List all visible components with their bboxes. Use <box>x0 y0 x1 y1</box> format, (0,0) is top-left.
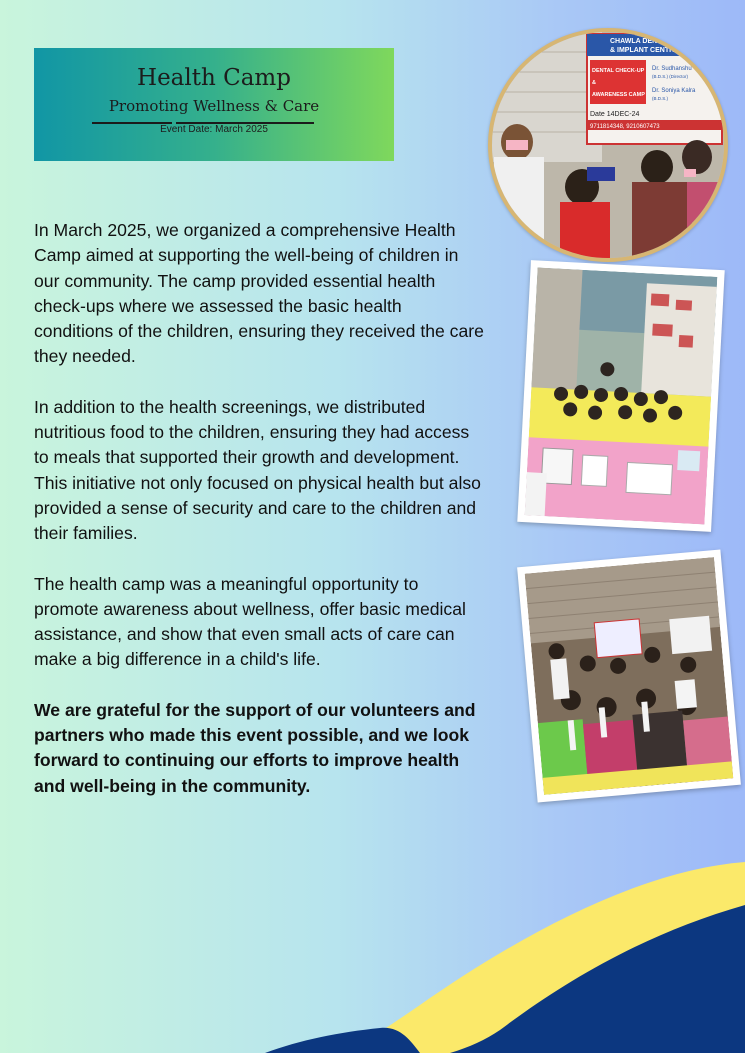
dental-checkup-image <box>492 32 724 258</box>
svg-text:DENTAL CHECK-UP: DENTAL CHECK-UP <box>592 68 645 74</box>
svg-text:&: & <box>592 80 596 86</box>
paragraph-intro: In March 2025, we organized a comprehensive Health Camp aimed at supporting the well-being of children in our community. The camp provided essential health check-ups where we assessed the basic health conditions of the children, ensuring they received the care they needed. <box>34 220 484 367</box>
subtitle-underline-right <box>176 122 314 124</box>
photo-dental-checkup <box>488 28 728 262</box>
page-subtitle: Promoting Wellness & Care <box>108 97 320 115</box>
header-banner <box>34 48 394 161</box>
page-title: Health Camp <box>137 65 291 91</box>
svg-text:(B.D.S.) (Director): (B.D.S.) (Director) <box>652 74 688 79</box>
svg-text:Date 14DEC-24: Date 14DEC-24 <box>590 111 640 118</box>
svg-text:Dr. Sudhanshu: Dr. Sudhanshu <box>652 66 692 72</box>
svg-text:& IMPLANT CENTRE: & IMPLANT CENTRE <box>610 47 679 54</box>
banner-clinic-name: CHAWLA DENTAL <box>610 38 671 45</box>
children-toothbrushes-image <box>525 557 734 795</box>
subtitle-underline-left <box>92 122 172 124</box>
photo-children-toothbrushes <box>517 550 741 803</box>
event-date: Event Date: March 2025 <box>160 124 268 135</box>
navy-wave-left <box>265 1028 420 1053</box>
svg-text:AWARENESS CAMP: AWARENESS CAMP <box>592 92 645 98</box>
svg-text:9711814348, 9210607473: 9711814348, 9210607473 <box>590 124 660 130</box>
article-body <box>34 218 484 824</box>
paragraph-impact: The health camp was a meaningful opportunity to promote awareness about wellness, offer basic medical assistance, and show that even small acts of care can make a big difference in a child's life. <box>34 573 466 670</box>
children-gathering-image <box>525 267 718 524</box>
svg-text:Dr. Soniya Kalra: Dr. Soniya Kalra <box>652 88 696 94</box>
svg-text:(B.D.S.): (B.D.S.) <box>652 96 669 101</box>
paragraph-nutrition: In addition to the health screenings, we distributed nutritious food to the children, ensuring they had access to meals that supported their growth and development. This initiative not only focused on physical health but also provided a sense of security and care to the children and their families. <box>34 396 481 544</box>
paragraph-gratitude: We are grateful for the support of our volunteers and partners who made this event possible, and we look forward to continuing our efforts to improve health and well-being in the community. <box>34 699 476 796</box>
photo-children-gathering <box>517 260 724 532</box>
